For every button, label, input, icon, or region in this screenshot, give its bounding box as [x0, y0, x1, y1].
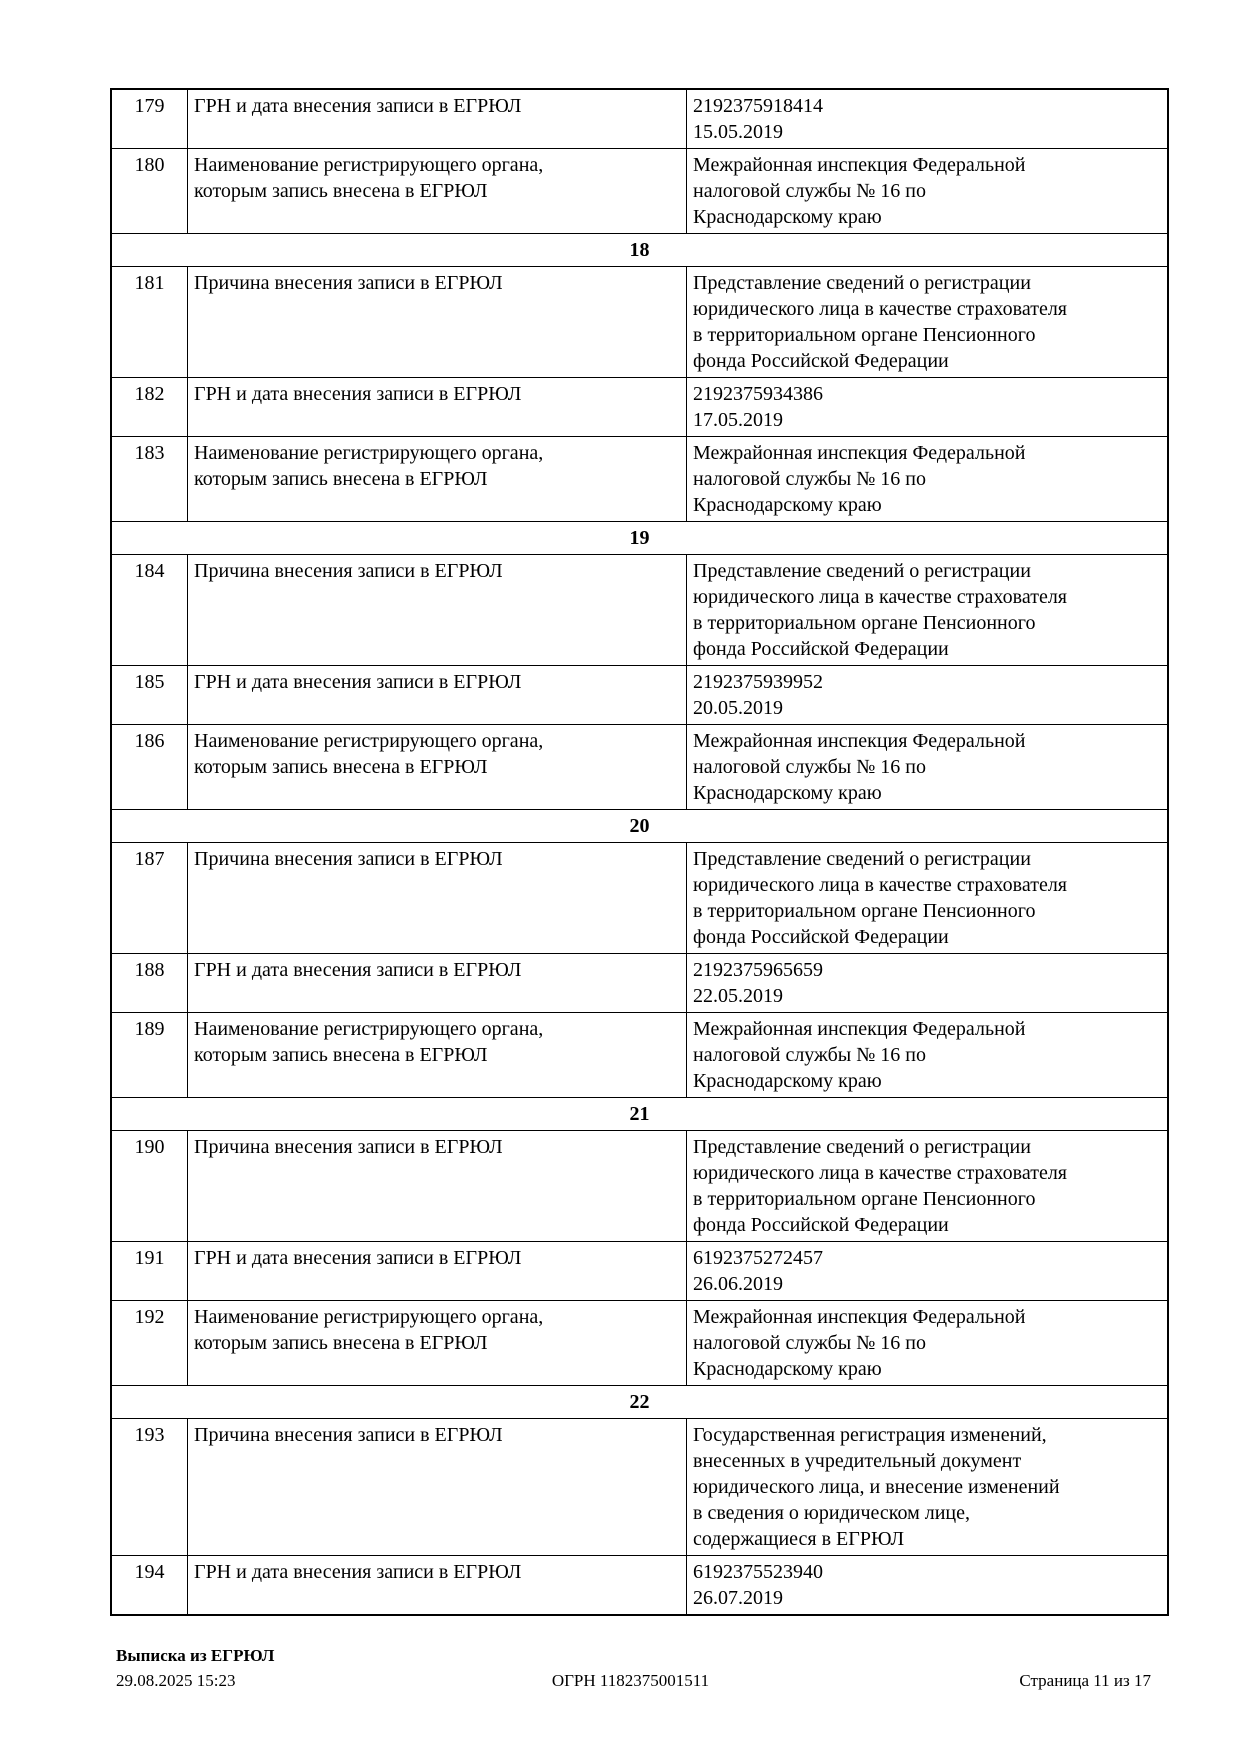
egrul-records-table — [110, 88, 1169, 1616]
value-line: содержащиеся в ЕГРЮЛ — [693, 1528, 905, 1550]
section-row — [111, 810, 1168, 843]
table-row — [111, 149, 1168, 234]
table-row — [111, 1131, 1168, 1242]
value-line: 17.05.2019 — [693, 409, 783, 431]
value-line: фонда Российской Федерации — [693, 1214, 949, 1236]
document-title: Выписка из ЕГРЮЛ — [116, 1646, 275, 1665]
label-line: Причина внесения записи в ЕГРЮЛ — [194, 1136, 503, 1158]
table-row — [111, 1419, 1168, 1556]
row-label — [188, 954, 687, 1013]
label-line: Причина внесения записи в ЕГРЮЛ — [194, 1424, 503, 1446]
label-line: Наименование регистрирующего органа, — [194, 1306, 544, 1328]
row-number: 189 — [111, 1013, 188, 1098]
label-line: которым запись внесена в ЕГРЮЛ — [194, 180, 488, 202]
label-line: Наименование регистрирующего органа, — [194, 1018, 544, 1040]
label-line: ГРН и дата внесения записи в ЕГРЮЛ — [194, 959, 522, 981]
row-value — [687, 1301, 1169, 1386]
row-label — [188, 267, 687, 378]
row-number: 193 — [111, 1419, 188, 1556]
value-line: Представление сведений о регистрации — [693, 1136, 1031, 1158]
row-label — [188, 555, 687, 666]
value-line: налоговой службы № 16 по — [693, 1044, 926, 1066]
row-number: 181 — [111, 267, 188, 378]
value-line: фонда Российской Федерации — [693, 350, 949, 372]
label-line: ГРН и дата внесения записи в ЕГРЮЛ — [194, 95, 522, 117]
value-line: внесенных в учредительный документ — [693, 1450, 1022, 1472]
table-row — [111, 1013, 1168, 1098]
row-value — [687, 1556, 1169, 1616]
label-line: ГРН и дата внесения записи в ЕГРЮЛ — [194, 671, 522, 693]
value-line: юридического лица в качестве страхователя — [693, 298, 1068, 320]
value-line: налоговой службы № 16 по — [693, 756, 926, 778]
label-line: Наименование регистрирующего органа, — [194, 730, 544, 752]
label-line: которым запись внесена в ЕГРЮЛ — [194, 756, 488, 778]
value-line: юридического лица в качестве страхователя — [693, 1162, 1068, 1184]
value-line: Краснодарскому краю — [693, 1070, 882, 1092]
row-label — [188, 149, 687, 234]
value-line: налоговой службы № 16 по — [693, 468, 926, 490]
value-line: налоговой службы № 16 по — [693, 1332, 926, 1354]
section-row — [111, 522, 1168, 555]
label-line: Причина внесения записи в ЕГРЮЛ — [194, 848, 503, 870]
value-line: 2192375934386 — [693, 383, 823, 405]
value-line: Представление сведений о регистрации — [693, 272, 1031, 294]
value-line: в территориальном органе Пенсионного — [693, 324, 1036, 346]
row-value — [687, 1419, 1169, 1556]
value-line: Межрайонная инспекция Федеральной — [693, 730, 1026, 752]
row-value — [687, 725, 1169, 810]
table-row — [111, 725, 1168, 810]
row-label — [188, 725, 687, 810]
label-line: ГРН и дата внесения записи в ЕГРЮЛ — [194, 1561, 522, 1583]
table-row — [111, 666, 1168, 725]
row-label — [188, 378, 687, 437]
table-row — [111, 843, 1168, 954]
table-row — [111, 1242, 1168, 1301]
row-number: 194 — [111, 1556, 188, 1616]
value-line: Краснодарскому краю — [693, 494, 882, 516]
table-row — [111, 89, 1168, 149]
value-line: в территориальном органе Пенсионного — [693, 1188, 1036, 1210]
label-line: ГРН и дата внесения записи в ЕГРЮЛ — [194, 1247, 522, 1269]
row-label — [188, 437, 687, 522]
value-line: 2192375965659 — [693, 959, 823, 981]
value-line: 15.05.2019 — [693, 121, 783, 143]
value-line: 26.06.2019 — [693, 1273, 783, 1295]
row-value — [687, 555, 1169, 666]
table-row — [111, 267, 1168, 378]
section-number: 21 — [111, 1098, 1168, 1131]
value-line: Представление сведений о регистрации — [693, 848, 1031, 870]
row-label — [188, 1301, 687, 1386]
value-line: фонда Российской Федерации — [693, 638, 949, 660]
row-value — [687, 1013, 1169, 1098]
row-value — [687, 437, 1169, 522]
value-line: 2192375939952 — [693, 671, 823, 693]
value-line: Межрайонная инспекция Федеральной — [693, 154, 1026, 176]
table-row — [111, 555, 1168, 666]
value-line: Межрайонная инспекция Федеральной — [693, 442, 1026, 464]
row-label — [188, 1131, 687, 1242]
value-line: Краснодарскому краю — [693, 206, 882, 228]
page-indicator: Страница 11 из 17 — [1019, 1671, 1151, 1690]
value-line: Межрайонная инспекция Федеральной — [693, 1018, 1026, 1040]
label-line: которым запись внесена в ЕГРЮЛ — [194, 1044, 488, 1066]
row-number: 179 — [111, 89, 188, 149]
label-line: Наименование регистрирующего органа, — [194, 442, 544, 464]
value-line: в территориальном органе Пенсионного — [693, 900, 1036, 922]
value-line: Межрайонная инспекция Федеральной — [693, 1306, 1026, 1328]
table-row — [111, 378, 1168, 437]
section-number: 19 — [111, 522, 1168, 555]
row-label — [188, 1556, 687, 1616]
row-number: 186 — [111, 725, 188, 810]
value-line: юридического лица в качестве страхователя — [693, 874, 1068, 896]
page-footer — [110, 1643, 1151, 1693]
value-line: юридического лица, и внесение изменений — [693, 1476, 1060, 1498]
value-line: Представление сведений о регистрации — [693, 560, 1031, 582]
value-line: фонда Российской Федерации — [693, 926, 949, 948]
value-line: 6192375523940 — [693, 1561, 823, 1583]
row-number: 183 — [111, 437, 188, 522]
table-row — [111, 1556, 1168, 1616]
section-number: 20 — [111, 810, 1168, 843]
value-line: 2192375918414 — [693, 95, 823, 117]
egrul-table-body — [111, 89, 1168, 1615]
value-line: 6192375272457 — [693, 1247, 823, 1269]
label-line: Причина внесения записи в ЕГРЮЛ — [194, 560, 503, 582]
footer-left — [110, 1643, 457, 1693]
row-label — [188, 666, 687, 725]
row-label — [188, 1419, 687, 1556]
label-line: Причина внесения записи в ЕГРЮЛ — [194, 272, 503, 294]
value-line: 26.07.2019 — [693, 1587, 783, 1609]
value-line: налоговой службы № 16 по — [693, 180, 926, 202]
value-line: в территориальном органе Пенсионного — [693, 612, 1036, 634]
table-row — [111, 437, 1168, 522]
row-value — [687, 1131, 1169, 1242]
section-row — [111, 1098, 1168, 1131]
value-line: 20.05.2019 — [693, 697, 783, 719]
section-row — [111, 234, 1168, 267]
row-number: 191 — [111, 1242, 188, 1301]
row-number: 187 — [111, 843, 188, 954]
row-value — [687, 89, 1169, 149]
value-line: Государственная регистрация изменений, — [693, 1424, 1047, 1446]
row-label — [188, 843, 687, 954]
generated-timestamp: 29.08.2025 15:23 — [116, 1671, 236, 1690]
row-number: 182 — [111, 378, 188, 437]
label-line: которым запись внесена в ЕГРЮЛ — [194, 468, 488, 490]
row-label — [188, 1013, 687, 1098]
row-number: 190 — [111, 1131, 188, 1242]
label-line: Наименование регистрирующего органа, — [194, 154, 544, 176]
value-line: Краснодарскому краю — [693, 1358, 882, 1380]
row-label — [188, 89, 687, 149]
row-value — [687, 843, 1169, 954]
row-number: 180 — [111, 149, 188, 234]
row-label — [188, 1242, 687, 1301]
row-number: 188 — [111, 954, 188, 1013]
label-line: ГРН и дата внесения записи в ЕГРЮЛ — [194, 383, 522, 405]
row-value — [687, 666, 1169, 725]
row-value — [687, 1242, 1169, 1301]
row-value — [687, 378, 1169, 437]
row-value — [687, 267, 1169, 378]
label-line: которым запись внесена в ЕГРЮЛ — [194, 1332, 488, 1354]
section-row — [111, 1386, 1168, 1419]
section-number: 18 — [111, 234, 1168, 267]
row-value — [687, 954, 1169, 1013]
value-line: в сведения о юридическом лице, — [693, 1502, 970, 1524]
value-line: юридического лица в качестве страхователя — [693, 586, 1068, 608]
table-row — [111, 954, 1168, 1013]
value-line: Краснодарскому краю — [693, 782, 882, 804]
table-row — [111, 1301, 1168, 1386]
row-value — [687, 149, 1169, 234]
row-number: 184 — [111, 555, 188, 666]
row-number: 192 — [111, 1301, 188, 1386]
value-line: 22.05.2019 — [693, 985, 783, 1007]
row-number: 185 — [111, 666, 188, 725]
ogrn-number: ОГРН 1182375001511 — [551, 1671, 710, 1690]
section-number: 22 — [111, 1386, 1168, 1419]
